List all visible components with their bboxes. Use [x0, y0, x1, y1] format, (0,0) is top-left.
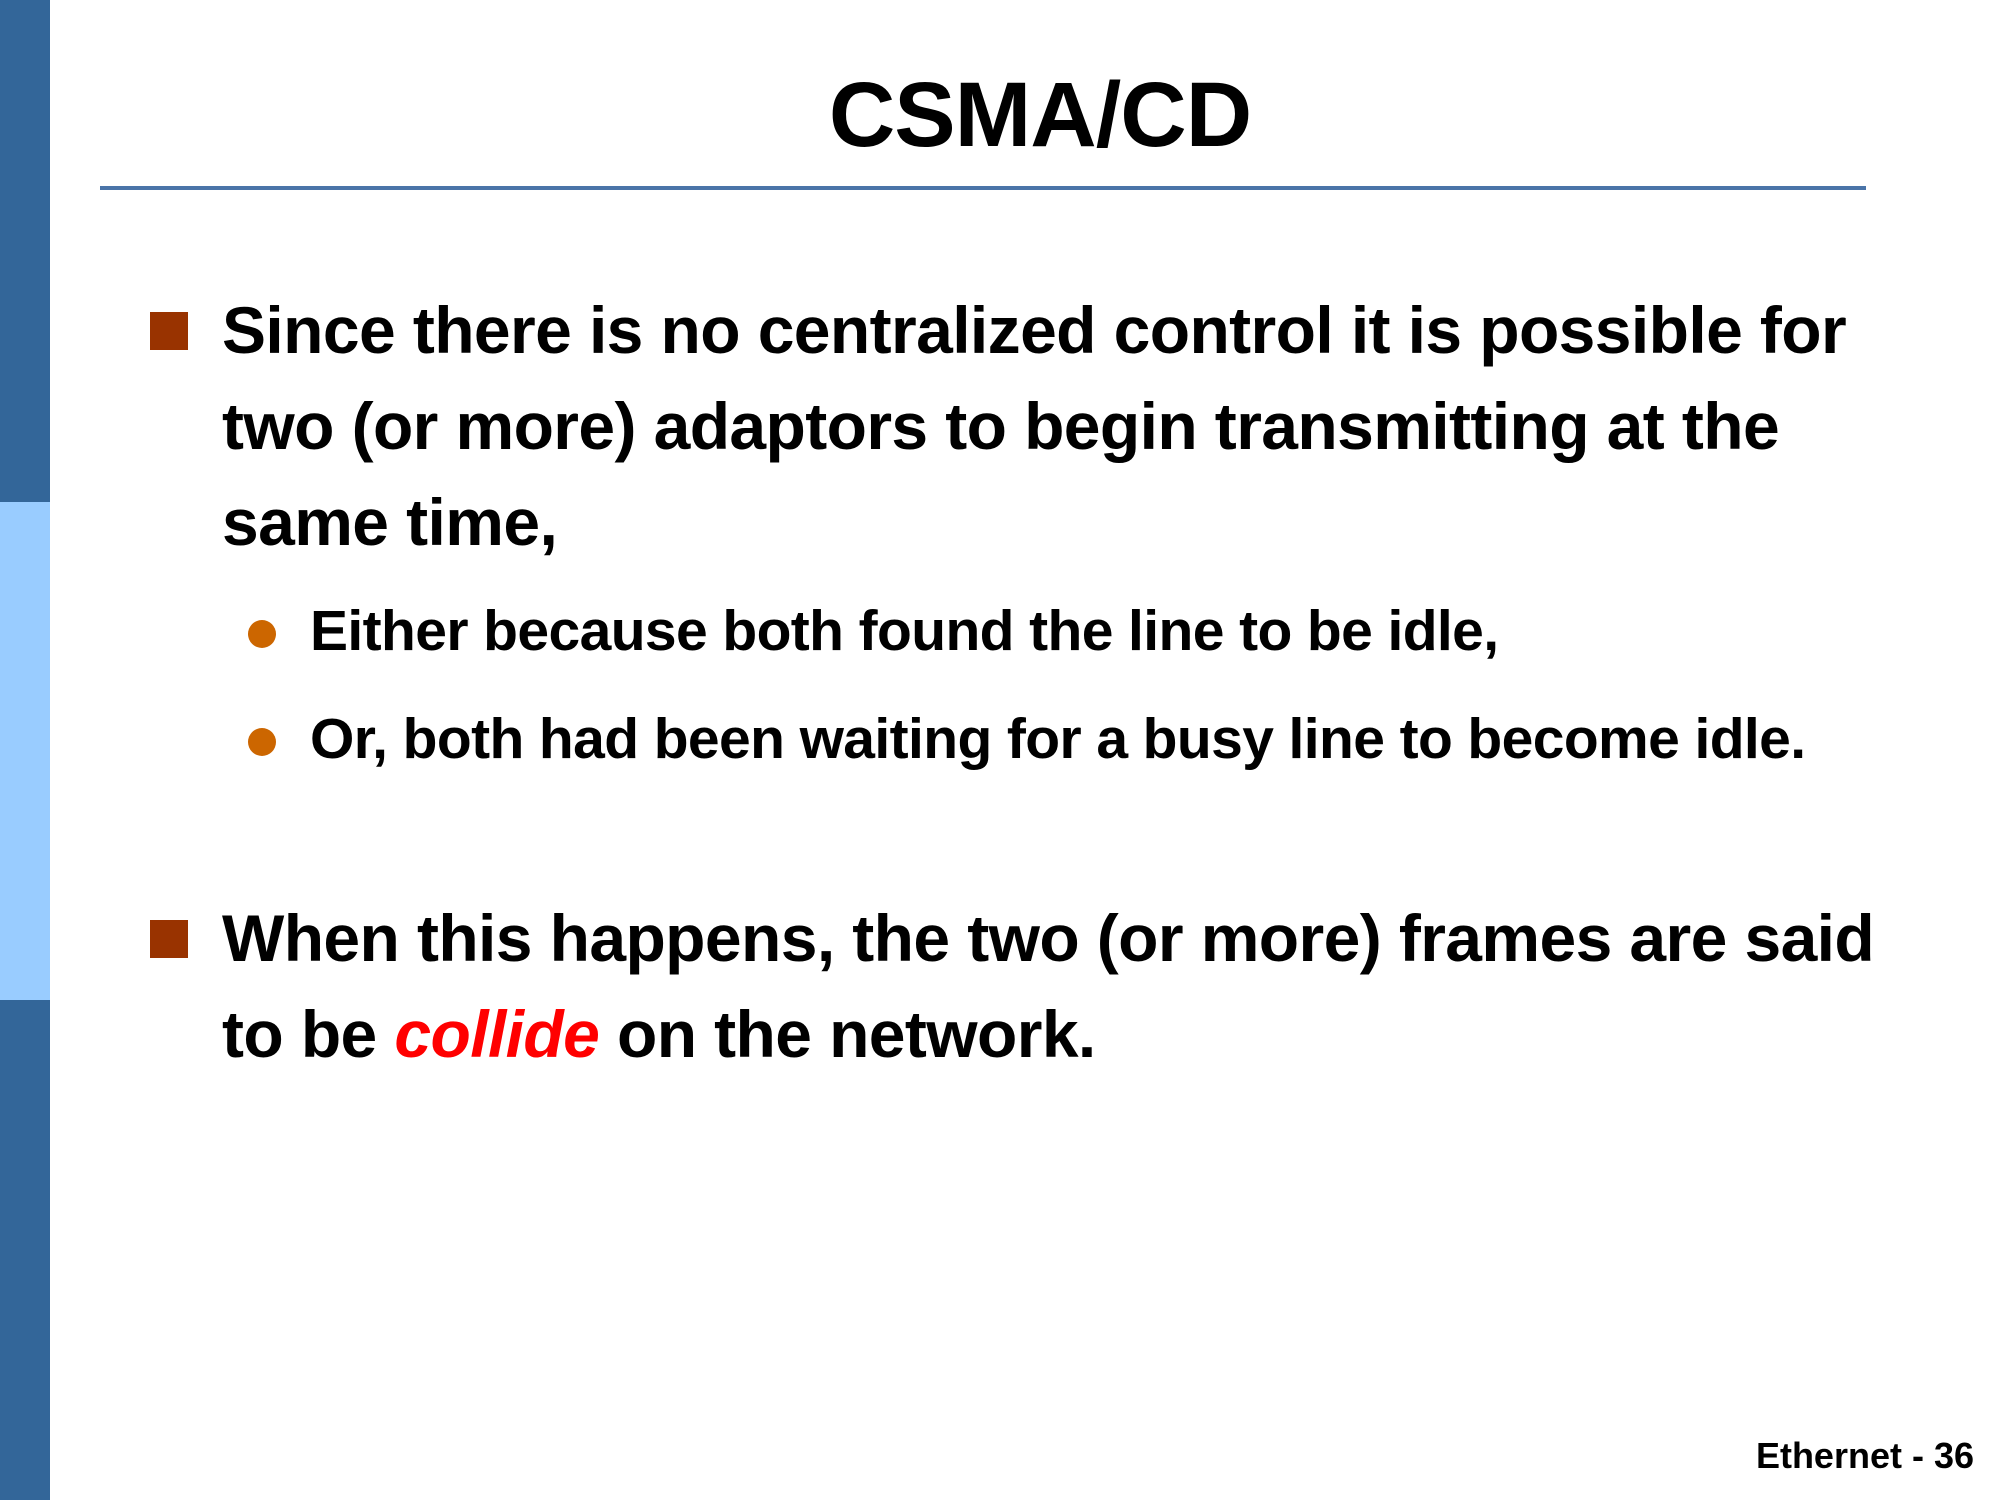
circle-bullet-icon	[248, 728, 276, 756]
emphasized-term: collide	[394, 997, 600, 1071]
sub-bullet-item	[310, 700, 1910, 778]
sub-bullet-text: Either because both found the line to be idle,	[310, 599, 1499, 663]
bullet-item	[222, 890, 1902, 1082]
bullet-text: Since there is no centralized control it is possible for two (or more) adaptors to begin transmitting at the same time,	[222, 293, 1847, 559]
bullet-item	[222, 282, 1902, 570]
side-bar-middle-segment	[0, 502, 50, 1000]
bullet-text-after: on the network.	[599, 997, 1096, 1071]
circle-bullet-icon	[248, 620, 276, 648]
title-divider	[100, 186, 1866, 190]
side-bar-top-segment	[0, 0, 50, 502]
side-bar-bottom-segment	[0, 1000, 50, 1500]
square-bullet-icon	[150, 312, 188, 350]
bullet-text-before: When this happens, the two (or more) frames are said to be	[222, 901, 1875, 1071]
slide-footer: Ethernet - 36	[1755, 1435, 1974, 1476]
square-bullet-icon	[150, 920, 188, 958]
sub-bullet-text: Or, both had been waiting for a busy line to become idle.	[310, 707, 1806, 771]
sub-bullet-item	[310, 592, 1910, 670]
side-accent-bar	[0, 0, 50, 1500]
slide-title: CSMA/CD	[828, 64, 1252, 166]
